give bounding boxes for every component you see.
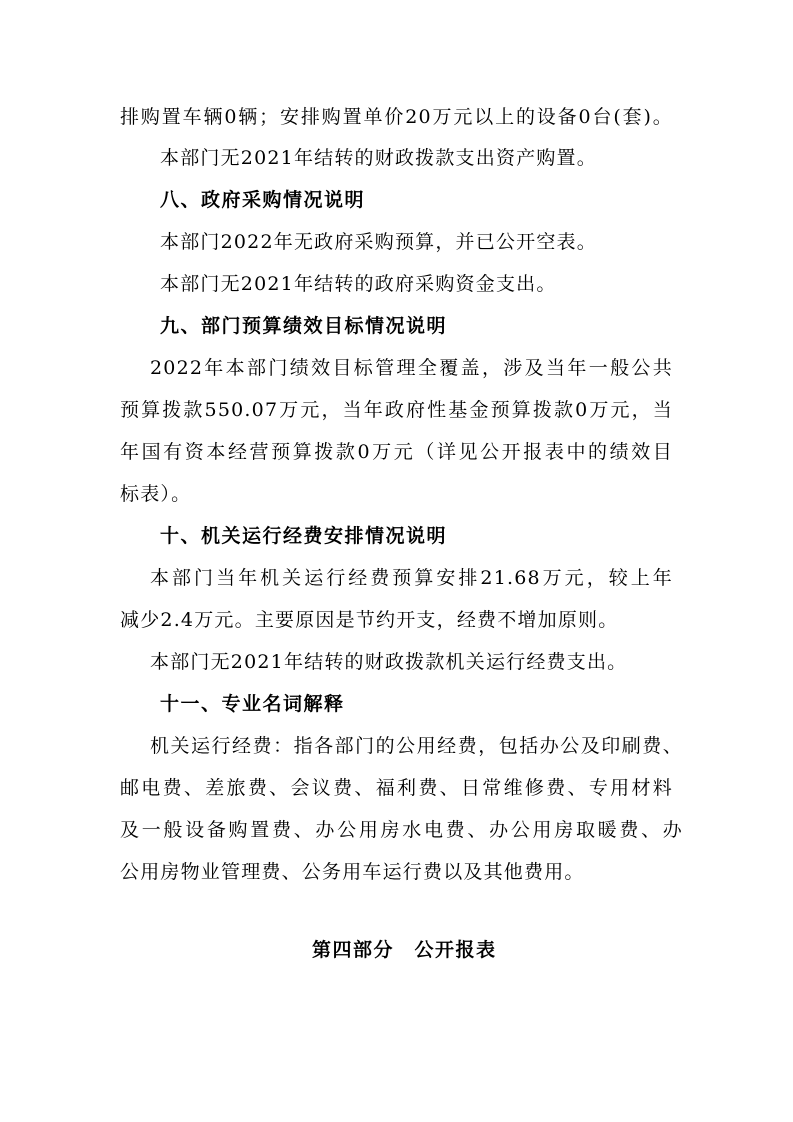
paragraph-line: 年国有资本经营预算拨款0万元（详见公开报表中的绩效目 — [120, 441, 673, 463]
paragraph-line: 机关运行经费：指各部门的公用经费，包括办公及印刷费、 — [150, 735, 683, 757]
section-heading-9: 九、部门预算绩效目标情况说明 — [160, 315, 448, 337]
paragraph-line: 标表）。 — [120, 483, 192, 505]
paragraph-line: 预算拨款550.07万元，当年政府性基金预算拨款0万元，当 — [120, 399, 673, 421]
section-heading-8: 八、政府采购情况说明 — [160, 189, 366, 211]
section-heading-10: 十、机关运行经费安排情况说明 — [160, 525, 448, 547]
paragraph-line: 邮电费、差旅费、会议费、福利费、日常维修费、专用材料 — [120, 777, 673, 799]
part-title: 第四部分 公开报表 — [312, 939, 497, 961]
paragraph-line: 本部门当年机关运行经费预算安排21.68万元，较上年 — [150, 567, 673, 589]
paragraph-line: 本部门无2021年结转的财政拨款机关运行经费支出。 — [150, 651, 628, 673]
paragraph-line: 排购置车辆0辆；安排购置单价20万元以上的设备0台(套)。 — [120, 106, 673, 128]
paragraph-line: 本部门无2021年结转的财政拨款支出资产购置。 — [160, 147, 597, 169]
paragraph-line: 本部门无2021年结转的政府采购资金支出。 — [160, 273, 557, 295]
paragraph-line: 及一般设备购置费、办公用房水电费、办公用房取暖费、办 — [120, 819, 683, 841]
paragraph-line: 减少2.4万元。主要原因是节约开支，经费不增加原则。 — [120, 609, 619, 631]
paragraph-line: 本部门2022年无政府采购预算，并已公开空表。 — [160, 231, 597, 253]
paragraph-line: 公用房物业管理费、公务用车运行费以及其他费用。 — [120, 861, 585, 883]
paragraph-line: 2022年本部门绩效目标管理全覆盖，涉及当年一般公共 — [150, 357, 673, 379]
section-heading-11: 十一、专业名词解释 — [160, 693, 345, 715]
